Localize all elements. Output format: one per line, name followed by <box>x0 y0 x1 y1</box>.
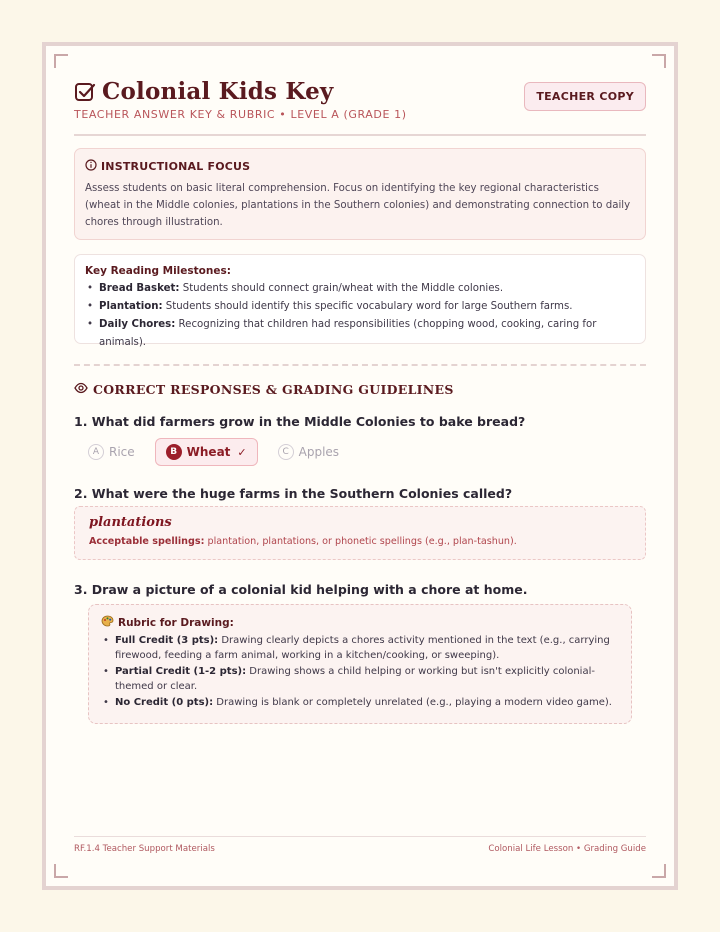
rubric-label: Full Credit (3 pts): <box>115 635 219 646</box>
answer-key-sheet <box>42 42 678 890</box>
list-item <box>101 634 619 663</box>
list-item <box>85 316 635 352</box>
rubric-text: Drawing clearly depicts a chores activity mentioned in the text (e.g., carrying firewood, feeding a farm animal, working in a kitchen/cooking, or sweeping). <box>115 635 610 661</box>
list-item <box>85 298 635 316</box>
option-label: Apples <box>298 445 340 459</box>
page-subtitle: TEACHER ANSWER KEY & RUBRIC • LEVEL A (GRADE 1) <box>74 108 407 121</box>
rubric-heading <box>101 615 619 630</box>
corner-mark-bottom-left <box>54 864 68 878</box>
section-divider <box>74 364 646 366</box>
checkmark-icon: ✓ <box>237 445 247 459</box>
section-heading-text: CORRECT RESPONSES & GRADING GUIDELINES <box>93 382 454 397</box>
acceptable-text: plantation, plantations, or phonetic spellings (e.g., plan-tashun). <box>204 536 517 547</box>
option-letter: C <box>278 444 294 460</box>
milestone-text: Students should identify this specific vocabulary word for large Southern farms. <box>162 301 573 312</box>
list-item <box>85 280 635 298</box>
option-b-correct <box>155 438 258 466</box>
milestone-label: Daily Chores: <box>99 319 176 330</box>
option-letter: B <box>166 444 182 460</box>
corner-mark-bottom-right <box>652 864 666 878</box>
option-a <box>88 444 135 460</box>
rubric-title: Rubric for Drawing: <box>118 616 234 629</box>
footer-left: RF.1.4 Teacher Support Materials <box>74 844 215 854</box>
question-1: 1. What did farmers grow in the Middle Colonies to bake bread? <box>74 414 526 429</box>
option-label: Rice <box>109 445 135 459</box>
eye-icon <box>74 382 88 397</box>
question-2: 2. What were the huge farms in the Southern Colonies called? <box>74 486 513 501</box>
rubric-label: No Credit (0 pts): <box>115 697 214 708</box>
page-header <box>74 78 646 136</box>
milestone-label: Bread Basket: <box>99 283 180 294</box>
page-title: Colonial Kids Key <box>102 78 334 105</box>
corner-mark-top-right <box>652 54 666 68</box>
question-1-options <box>88 438 339 466</box>
checkbox-icon <box>74 81 96 103</box>
acceptable-label: Acceptable spellings: <box>89 536 205 547</box>
milestone-text: Recognizing that children had responsibilities (chopping wood, cooking, caring for animals). <box>99 319 597 348</box>
milestones-title: Key Reading Milestones: <box>85 265 231 277</box>
corner-mark-top-left <box>54 54 68 68</box>
footer-right: Colonial Life Lesson • Grading Guide <box>488 844 646 854</box>
list-item <box>101 696 619 711</box>
focus-heading <box>85 159 635 174</box>
reading-milestones-box <box>74 254 646 348</box>
drawing-rubric-box <box>88 604 632 724</box>
option-letter: A <box>88 444 104 460</box>
section-heading <box>74 382 454 397</box>
milestones-list <box>85 280 635 352</box>
correct-answer: plantations <box>89 515 172 530</box>
instructional-focus-box <box>74 148 646 240</box>
rubric-list <box>101 634 619 711</box>
focus-text: Assess students on basic literal comprehension. Focus on identifying the key regional characteristics (wheat in the Middle colonies, plantations in the Southern colonies) and demonstrating connection to daily chores through illustration. <box>85 183 631 228</box>
option-c <box>278 444 339 460</box>
acceptable-spellings <box>89 536 631 547</box>
focus-heading-text: INSTRUCTIONAL FOCUS <box>101 160 251 173</box>
page-footer <box>74 836 646 854</box>
rubric-text: Drawing is blank or completely unrelated (e.g., playing a modern video game). <box>213 697 612 708</box>
rubric-label: Partial Credit (1-2 pts): <box>115 666 247 677</box>
question-3: 3. Draw a picture of a colonial kid helping with a chore at home. <box>74 582 528 597</box>
list-item <box>101 665 619 694</box>
info-icon <box>85 159 97 174</box>
answer-box <box>74 506 646 560</box>
palette-icon <box>101 615 114 630</box>
milestone-label: Plantation: <box>99 301 163 312</box>
milestone-text: Students should connect grain/wheat with the Middle colonies. <box>179 283 504 294</box>
rubric-text: Drawing shows a child helping or working but isn't explicitly colonial-themed or clear. <box>115 666 595 692</box>
option-label: Wheat <box>186 445 231 459</box>
teacher-copy-badge: TEACHER COPY <box>524 82 646 111</box>
